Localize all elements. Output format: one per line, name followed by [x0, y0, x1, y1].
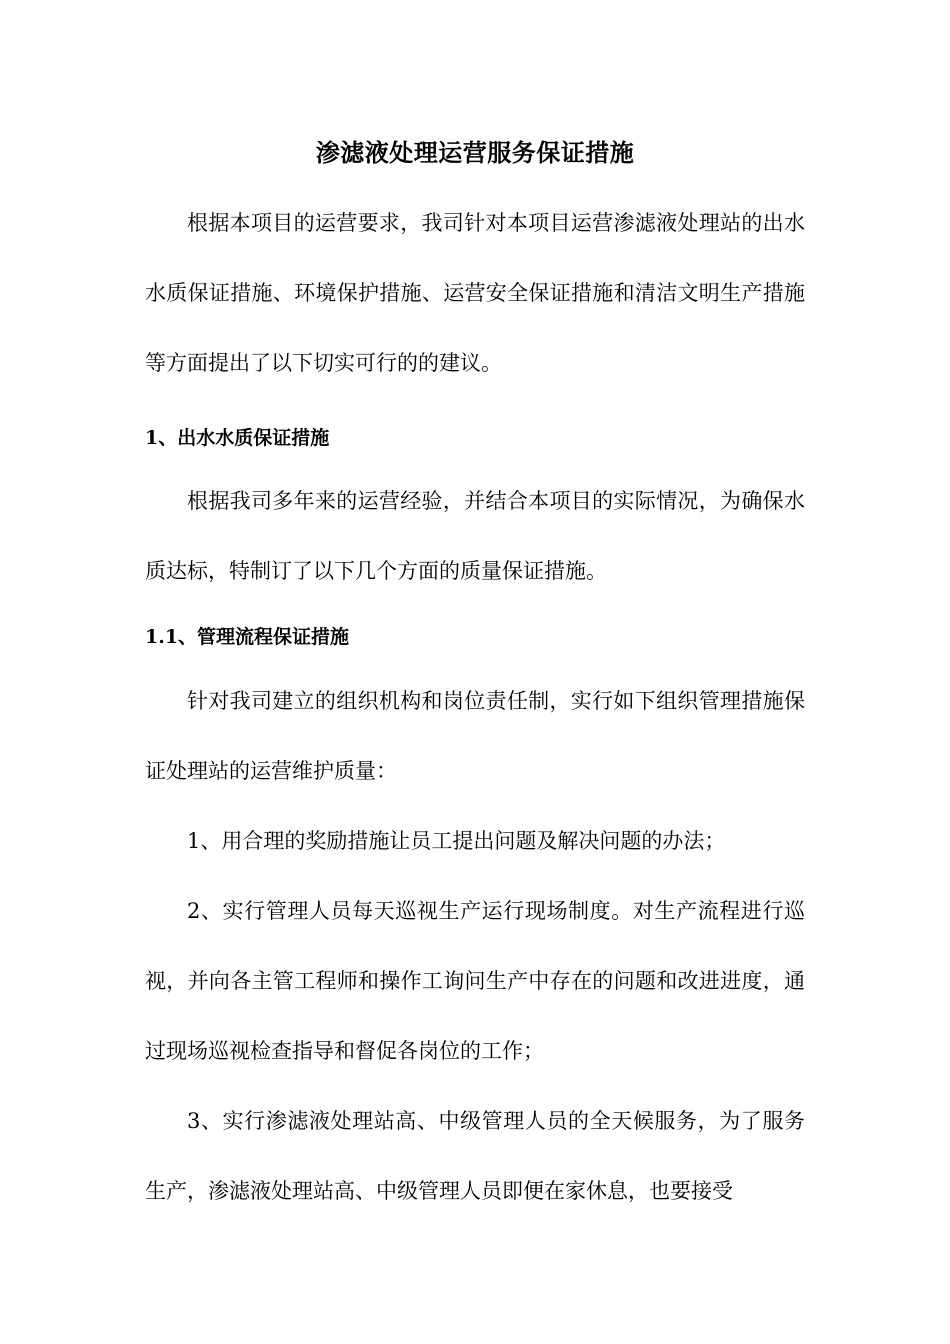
section-1-1-paragraph: 针对我司建立的组织机构和岗位责任制，实行如下组织管理措施保证处理站的运营维护质量：	[145, 689, 805, 783]
list-item: 2、实行管理人员每天巡视生产运行现场制度。对生产流程进行巡视，并向各主管工程师和操作工询问生产中存在的问题和改进进度，通过现场巡视检查指导和督促各岗位的工作；	[145, 899, 805, 1063]
intro-paragraph: 根据本项目的运营要求，我司针对本项目运营渗滤液处理站的出水水质保证措施、环境保护措施、运营安全保证措施和清洁文明生产措施等方面提出了以下切实可行的的建议。	[145, 211, 805, 375]
section-1-1-block	[145, 666, 805, 1226]
section-1-paragraph: 根据我司多年来的运营经验，并结合本项目的实际情况，为确保水质达标，特制订了以下几个方面的质量保证措施。	[145, 489, 805, 583]
intro-block	[145, 188, 805, 398]
section-1-block	[145, 466, 805, 606]
list-item: 1、用合理的奖励措施让员工提出问题及解决问题的办法；	[187, 829, 726, 853]
section-1-heading: 1、出水水质保证措施	[145, 427, 330, 449]
list-item: 3、实行渗滤液处理站高、中级管理人员的全天候服务，为了服务生产，渗滤液处理站高、中级管理人员即便在家休息，也要接受	[145, 1109, 805, 1203]
section-1-1-heading: 1.1、管理流程保证措施	[145, 626, 350, 648]
document-title: 渗滤液处理运营服务保证措施	[315, 138, 635, 167]
